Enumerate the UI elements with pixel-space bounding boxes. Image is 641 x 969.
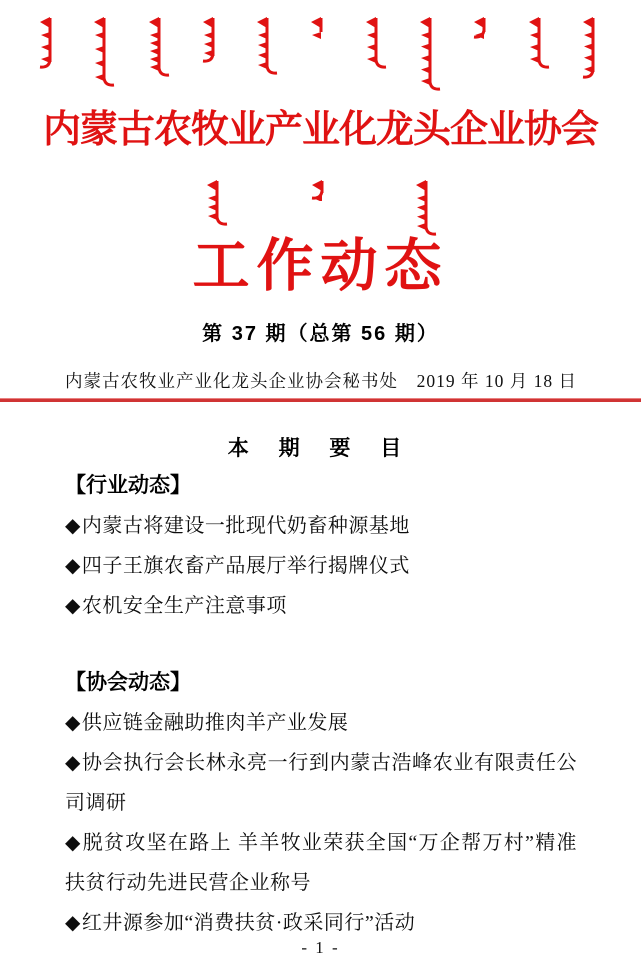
diamond-bullet-icon: ◆	[65, 712, 81, 734]
mongolian-word-icon	[308, 177, 334, 201]
masthead	[0, 14, 641, 393]
toc-heading: 本 期 要 目	[227, 437, 414, 460]
mongolian-script-top-row	[36, 14, 605, 94]
toc-section	[65, 663, 577, 943]
toc-item	[65, 823, 577, 903]
mongolian-word-icon	[36, 14, 62, 70]
mongolian-word-icon	[90, 14, 116, 88]
section-title: 【行业动态】	[65, 474, 191, 497]
mongolian-word-icon	[145, 14, 171, 78]
publisher-row	[65, 368, 577, 393]
diamond-bullet-icon: ◆	[65, 912, 81, 934]
toc-item-text: 农机安全生产注意事项	[81, 595, 287, 617]
toc-section	[65, 466, 577, 626]
toc-item	[65, 703, 577, 743]
mongolian-script-mid-row	[203, 177, 438, 239]
diamond-bullet-icon: ◆	[65, 832, 82, 854]
publish-date: 2019 年 10 月 18 日	[416, 370, 577, 391]
toc-item	[65, 903, 577, 943]
issue-number-line: 第 37 期（总第 56 期）	[202, 322, 439, 345]
toc-item-text: 协会执行会长林永亮一行到内蒙古浩峰农业有限责任公司调研	[65, 752, 577, 814]
toc-item-text: 供应链金融助推肉羊产业发展	[81, 712, 349, 734]
mongolian-word-icon	[412, 177, 438, 237]
toc-item-text: 脱贫攻坚在路上 羊羊牧业荣获全国“万企帮万村”精准扶贫行动先进民营企业称号	[65, 832, 577, 894]
diamond-bullet-icon: ◆	[65, 752, 82, 774]
toc-item	[65, 506, 577, 546]
toc-item	[65, 546, 577, 586]
mongolian-word-icon	[470, 14, 496, 40]
page-number: - 1 -	[301, 938, 340, 957]
publisher-name: 内蒙古农牧业产业化龙头企业协会秘书处	[65, 370, 398, 391]
mongolian-word-icon	[416, 14, 442, 92]
newsletter-page	[0, 14, 641, 969]
diamond-bullet-icon: ◆	[65, 555, 81, 577]
toc-sections	[65, 466, 577, 943]
toc-item	[65, 586, 577, 626]
toc-item	[65, 743, 577, 823]
org-name-title: 内蒙古农牧业产业化龙头企业协会	[42, 109, 598, 151]
mongolian-word-icon	[253, 14, 279, 76]
toc-item-text: 红井源参加“消费扶贫·政采同行”活动	[81, 912, 416, 934]
mongolian-word-icon	[525, 14, 551, 70]
mongolian-word-icon	[199, 14, 225, 64]
diamond-bullet-icon: ◆	[65, 595, 81, 617]
toc-item-text: 内蒙古将建设一批现代奶畜种源基地	[81, 515, 410, 537]
bulletin-title: 工作动态	[192, 235, 449, 298]
toc-item-text: 四子王旗农畜产品展厅举行揭牌仪式	[81, 555, 410, 577]
diamond-bullet-icon: ◆	[65, 515, 81, 537]
section-title: 【协会动态】	[65, 671, 191, 694]
mongolian-word-icon	[307, 14, 333, 40]
mongolian-word-icon	[579, 14, 605, 80]
mongolian-word-icon	[203, 177, 229, 227]
mongolian-word-icon	[362, 14, 388, 70]
divider-rule	[0, 398, 641, 402]
